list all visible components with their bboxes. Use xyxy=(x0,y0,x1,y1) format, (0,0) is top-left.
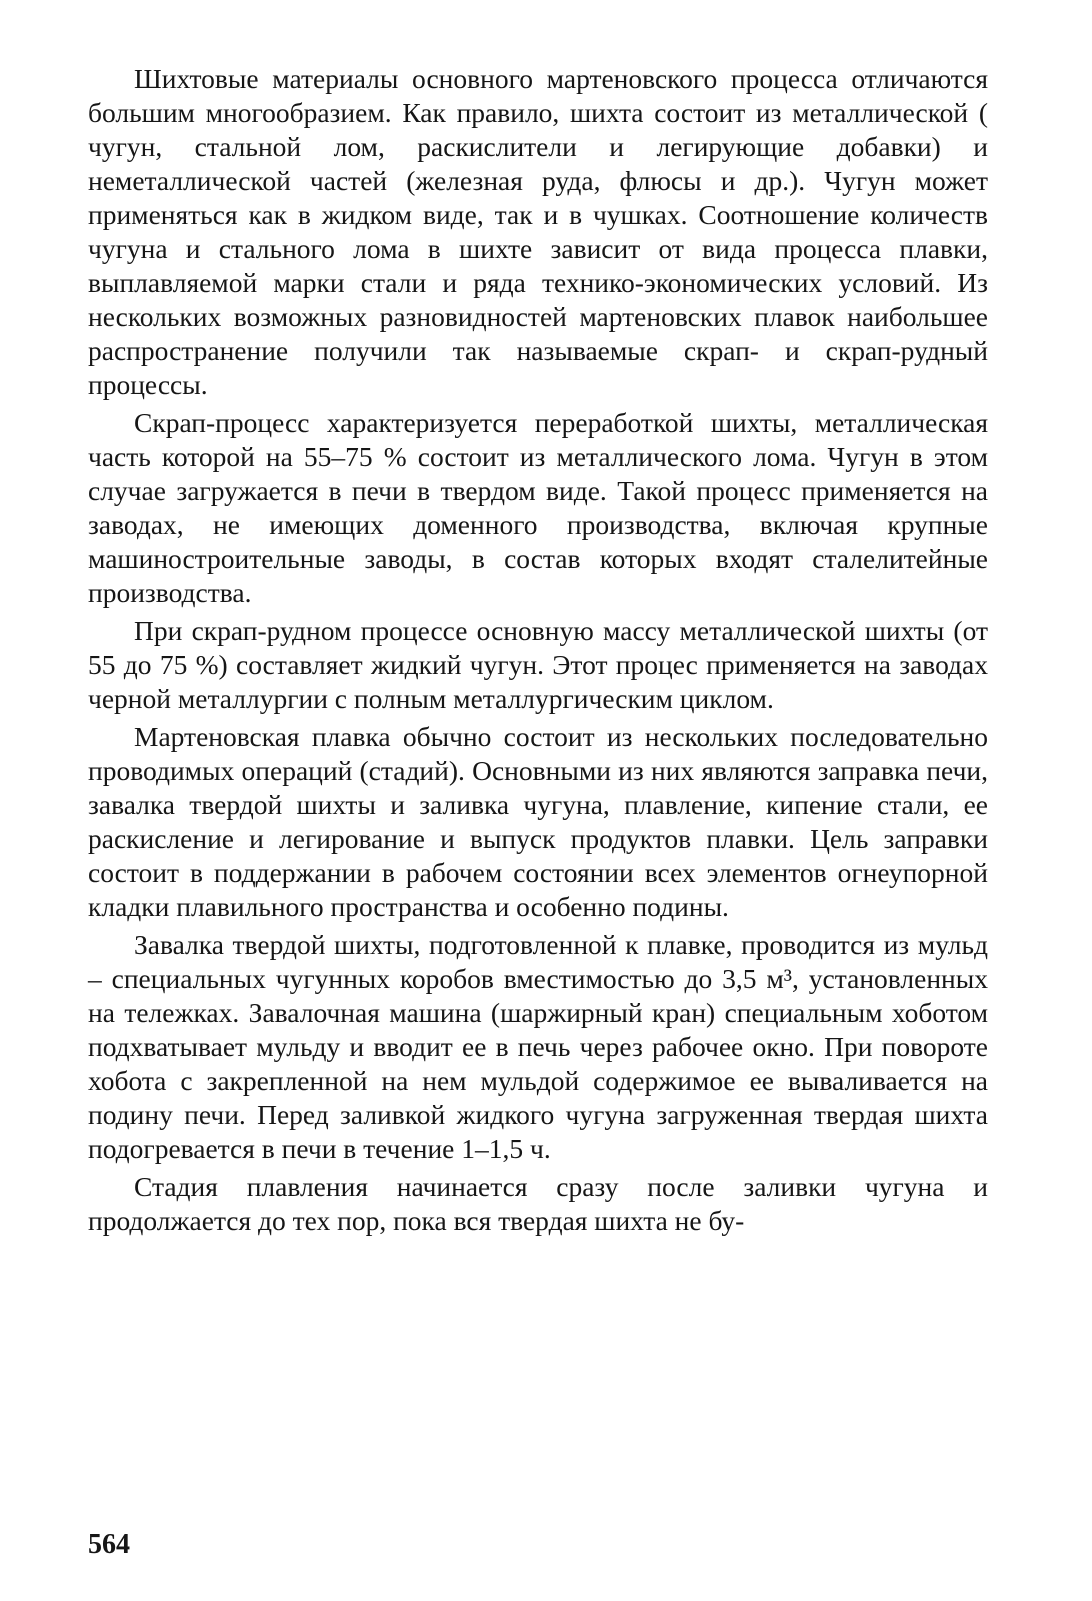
paragraph-charging: Завалка твердой шихты, подготовленной к плавке, проводится из мульд – специальных чугунных коробов вместимостью до 3,5 м³, установленных на тележках. Завалочная машина (шаржирный кран) специальным хоботом подхватывает мульду и вводит ее в печь через рабочее окно. При повороте хобота с закрепленной на нем мульдой содержимое ее вываливается на подину печи. Перед заливкой жидкого чугуна загруженная твердая шихта подогревается в печи в течение 1–1,5 ч. xyxy=(88,929,988,1164)
paragraph-melting-stage: Стадия плавления начинается сразу после заливки чугуна и продолжается до тех пор, пока вся твердая шихта не бу- xyxy=(88,1171,988,1236)
paragraph-melt-stages: Мартеновская плавка обычно состоит из нескольких последовательно проводимых операций (стадий). Основными из них являются заправка печи, завалка твердой шихты и заливка чугуна, плавление, кипение стали, ее раскисление и легирование и выпуск продуктов плавки. Цель заправки состоит в поддержании в рабочем состоянии всех элементов огнеупорной кладки плавильного пространства и особенно подины. xyxy=(88,721,988,922)
paragraph-scrap-ore-process: При скрап-рудном процессе основную массу металлической шихты (от 55 до 75 %) составляет жидкий чугун. Этот процес применяется на заводах черной металлургии с полным металлургическим циклом. xyxy=(88,615,988,714)
paragraph-charge-materials: Шихтовые материалы основного мартеновского процесса отличаются большим многообразием. Как правило, шихта состоит из металлической ( чугун, стальной лом, раскислители и легирующие добавки) и неметаллической частей (железная руда, флюсы и др.). Чугун может применяться как в жидком виде, так и в чушках. Соотношение количеств чугуна и стального лома в шихте зависит от вида процесса плавки, выплавляемой марки стали и ряда технико-экономических условий. Из нескольких возможных разновидностей мартеновских плавок наибольшее распространение получили так называемые скрап- и скрап-рудный процессы. xyxy=(88,63,988,400)
page-number: 564 xyxy=(88,1529,130,1560)
paragraph-scrap-process: Скрап-процесс характеризуется переработкой шихты, металлическая часть которой на 55–75 % состоит из металлического лома. Чугун в этом случае загружается в печи в твердом виде. Такой процесс применяется на заводах, не имеющих доменного производства, включая крупные машиностроительные заводы, в состав которых входят сталелитейные производства. xyxy=(88,407,988,608)
page-body xyxy=(88,62,988,1242)
